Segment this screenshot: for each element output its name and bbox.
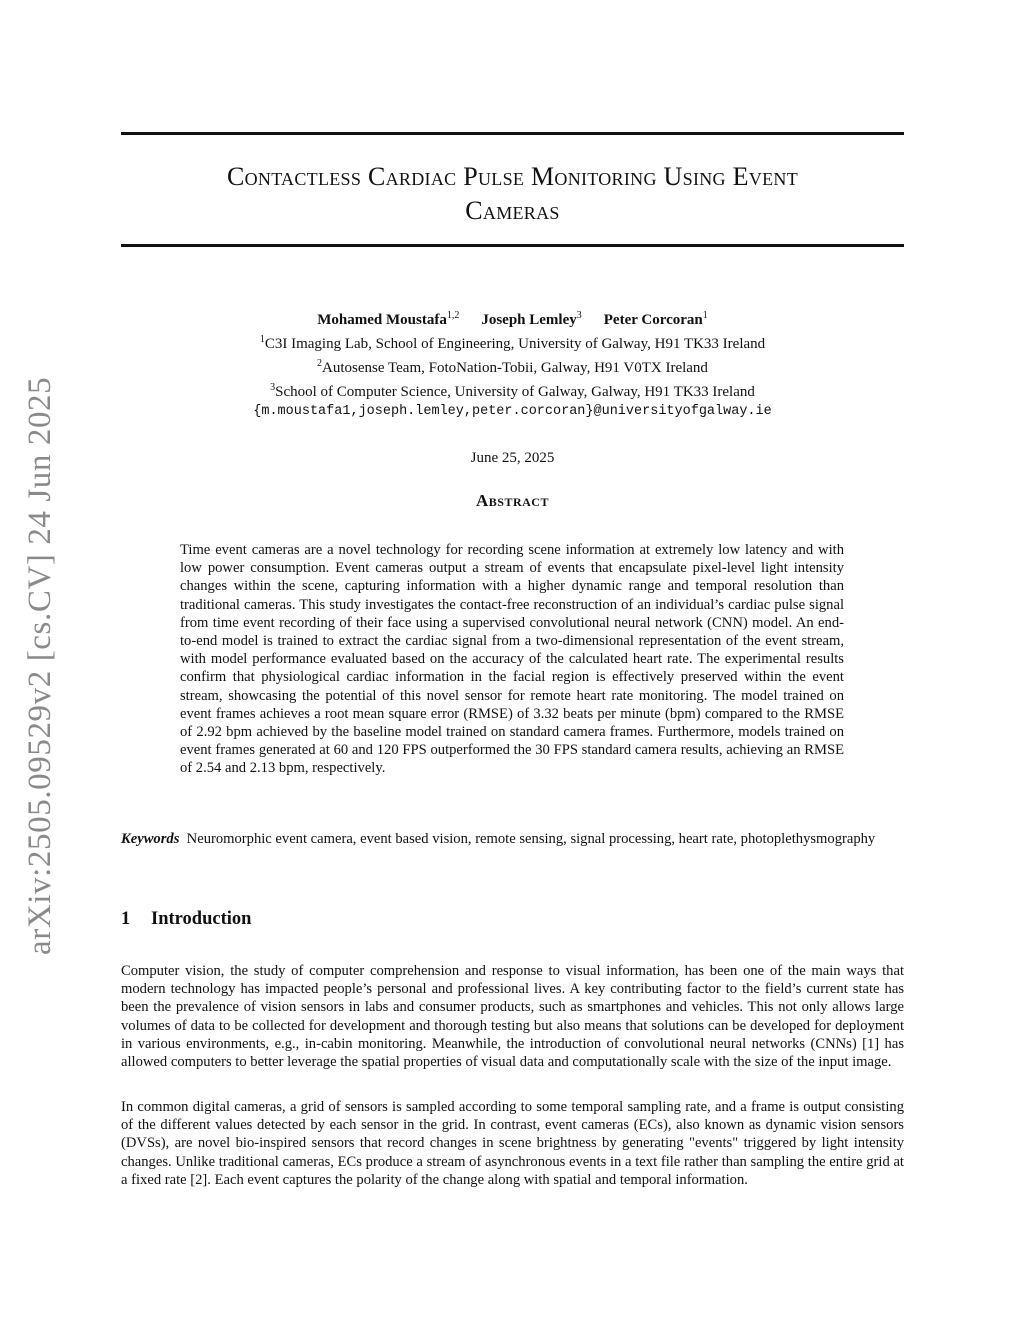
body-paragraph: Computer vision, the study of computer comprehension and response to visual information, has been one of the main ways that modern technology has impacted people’s personal and professional lives. A key contributing factor to the field’s current state has been the prevalence of vision sensors in labs and consumer products, such as smartphones and vehicles. This not only allows large volumes of data to be collected for development and thorough testing but also means that solutions can be developed for deployment in various environments, e.g., in-cabin monitoring. Meanwhile, the introduction of convolutional neural networks (CNNs) [1] has allowed computers to better leverage the spatial properties of visual data and computationally scale with the size of the input image. xyxy=(121,963,904,1071)
affiliation xyxy=(121,378,904,402)
paper-date: June 25, 2025 xyxy=(470,450,555,466)
affiliation-sup: 2 xyxy=(317,358,323,369)
title-top-rule xyxy=(121,132,904,135)
affiliation-sup: 1 xyxy=(259,334,265,345)
title-line-1: Contactless Cardiac Pulse Monitoring Using Event xyxy=(226,162,799,191)
keywords-text: Neuromorphic event camera, event based vision, remote sensing, signal processing, heart rate, photoplethysmography xyxy=(186,831,876,847)
affiliation-text: Autosense Team, FotoNation-Tobii, Galway, H91 V0TX Ireland xyxy=(322,360,708,376)
affiliation-sup: 3 xyxy=(270,382,276,393)
author-sup: 3 xyxy=(576,310,582,321)
author-names xyxy=(121,306,904,330)
title-line-2: Cameras xyxy=(465,196,560,225)
affiliation-text: C3I Imaging Lab, School of Engineering, University of Galway, H91 TK33 Ireland xyxy=(264,336,766,352)
title-bottom-rule xyxy=(121,244,904,247)
paper-title xyxy=(121,160,904,228)
abstract-text: Time event cameras are a novel technology for recording scene information at extremely low latency and with low power consumption. Event cameras output a stream of events that encapsulate pixel-level light intensity changes within the scene, capturing information with a higher dynamic range and temporal resolution than traditional cameras. This study investigates the contact-free reconstruction of an individual’s cardiac pulse signal from time event recording of their face using a supervised convolutional neural network (CNN) model. An end-to-end model is trained to extract the cardiac signal from a two-dimensional representation of the event stream, with model performance evaluated based on the accuracy of the calculated heart rate. The experimental results confirm that physiological cardiac information in the facial region is effectively preserved within the event stream, showcasing the potential of this novel sensor for remote heart rate monitoring. The model trained on event frames achieves a root mean square error (RMSE) of 3.32 beats per minute (bpm) compared to the RMSE of 2.92 bpm achieved by the baseline model trained on standard camera frames. Furthermore, models trained on event frames generated at 60 and 120 FPS outperformed the 30 FPS standard camera results, achieving an RMSE of 2.54 and 2.13 bpm, respectively. xyxy=(180,542,844,777)
keywords-block xyxy=(121,830,904,848)
author-block xyxy=(121,306,904,421)
author-name: Mohamed Moustafa xyxy=(317,312,447,328)
keywords-label: Keywords xyxy=(121,831,180,847)
abstract-heading: Abstract xyxy=(476,491,549,510)
section-number: 1 xyxy=(121,909,131,929)
body-paragraph: In common digital cameras, a grid of sensors is sampled according to some temporal sampling rate, and a frame is output consisting of the different values detected by each sensor in the grid. In contrast, event cameras (ECs), also known as dynamic vision sensors (DVSs), are novel bio-inspired sensors that record changes in scene brightness by generating "events" triggered by light intensity changes. Unlike traditional cameras, ECs produce a stream of asynchronous events in a text file rather than sampling the entire grid at a fixed rate [2]. Each event captures the polarity of the change along with spatial and temporal information. xyxy=(121,1099,904,1188)
section-title: Introduction xyxy=(151,909,252,929)
author-name: Joseph Lemley xyxy=(481,312,577,328)
author-emails: {m.moustafa1,joseph.lemley,peter.corcoran}@universityofgalway.ie xyxy=(253,404,772,419)
author-sup: 1,2 xyxy=(446,310,460,321)
affiliation xyxy=(121,354,904,378)
affiliation-text: School of Computer Science, University of Galway, Galway, H91 TK33 Ireland xyxy=(275,384,755,400)
arxiv-stamp: arXiv:2505.09529v2 [cs.CV] 24 Jun 2025 xyxy=(22,376,58,955)
section-heading xyxy=(121,909,904,930)
author-name: Peter Corcoran xyxy=(603,312,703,328)
affiliation xyxy=(121,330,904,354)
author-sup: 1 xyxy=(702,310,708,321)
